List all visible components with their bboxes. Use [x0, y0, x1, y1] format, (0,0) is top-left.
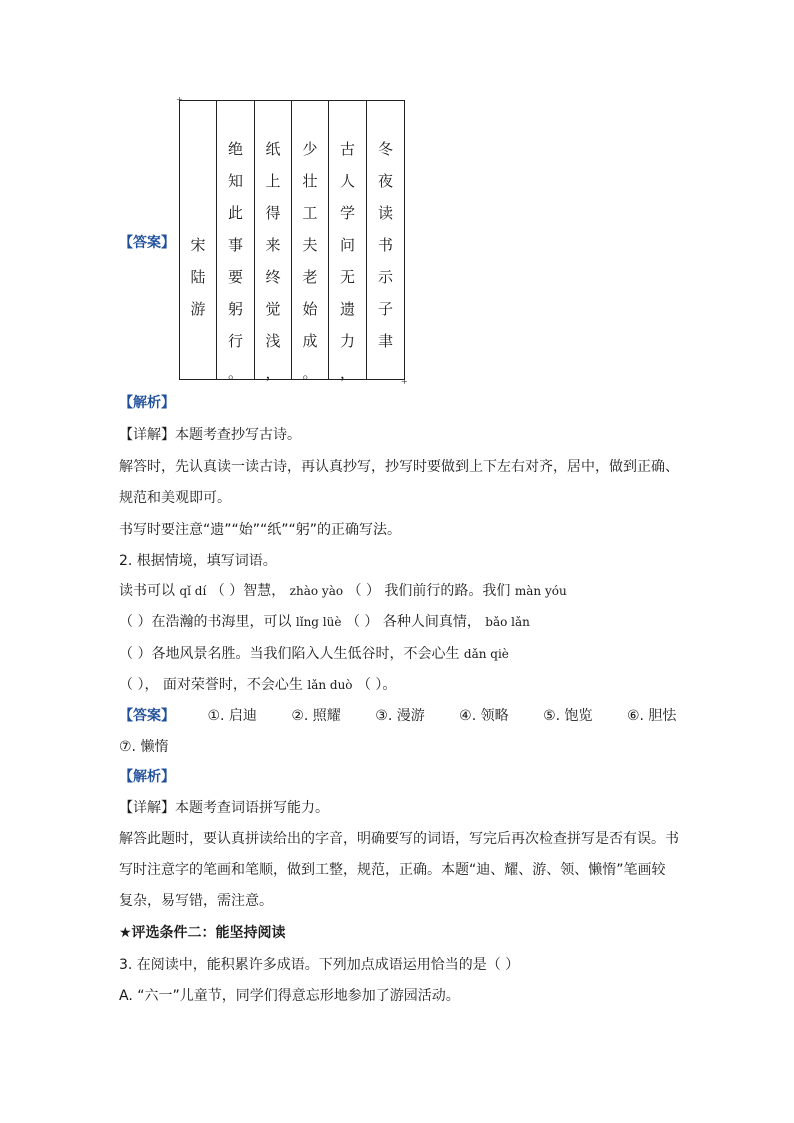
poem-char: 遗 — [339, 300, 355, 318]
poem-column-text — [217, 133, 254, 389]
pinyin: zhào yào — [289, 584, 344, 598]
explain-line: 复杂，易写错，需注意。 — [119, 893, 273, 909]
poem-char: 游 — [190, 300, 206, 318]
poem-char: 终 — [265, 268, 281, 286]
poem-char: 聿 — [377, 332, 393, 350]
text: （ ） 我们前行的路。我们 — [347, 583, 511, 599]
poem-column-text — [255, 133, 291, 389]
poem-char: 浅 — [265, 332, 281, 350]
text: （ ）在浩瀚的书海里，可以 — [119, 614, 292, 630]
poem-char: 夜 — [377, 172, 393, 190]
poem-column-text — [329, 133, 366, 389]
poem-char: 书 — [377, 236, 393, 254]
poem-column — [217, 101, 255, 382]
poem-char: 古 — [339, 140, 355, 158]
text: 读书可以 — [119, 583, 175, 599]
text: （ ）智慧， — [210, 583, 286, 599]
poem-char: ， — [339, 364, 355, 382]
poem-char: 躬 — [227, 300, 243, 318]
corner-mark: + — [401, 377, 408, 386]
pinyin: dǎn qiè — [463, 647, 509, 661]
poem-char: 陆 — [190, 268, 206, 286]
poem-char: 老 — [302, 268, 318, 286]
text: （ ）。 — [356, 677, 397, 693]
poem-char: 上 — [265, 172, 281, 190]
text: （ ）， 面对荣誉时，不会心生 — [119, 677, 303, 693]
pinyin: lǎn duò — [307, 678, 353, 692]
poem-char: 纸 — [265, 140, 281, 158]
poem-column-title — [367, 101, 404, 379]
question-title: 2. 根据情境，填写词语。 — [119, 553, 277, 569]
poem-char: 人 — [339, 172, 355, 190]
question-title: 3. 在阅读中，能积累许多成语。下列加点成语运用恰当的是（ ） — [119, 957, 520, 973]
poem-column-text — [180, 229, 216, 325]
answer-item: ⑤. 饱览 — [543, 708, 593, 724]
section-title: ★评选条件二：能坚持阅读 — [119, 925, 286, 941]
poem-char: 绝 — [227, 140, 243, 158]
answer-item: ⑥. 胆怯 — [626, 708, 677, 724]
analysis-label: 【解析】 — [119, 769, 175, 785]
poem-char: 始 — [302, 300, 318, 318]
poem-char: 少 — [302, 140, 318, 158]
poem-column — [255, 101, 292, 382]
explain-line: 写时注意字的笔画和笔顺，做到工整，规范，正确。本题“迪、耀、游、领、懒惰”笔画较 — [119, 862, 666, 878]
answer-label: 【答案】 — [119, 708, 175, 724]
poem-char: 读 — [377, 204, 393, 222]
option-a: A. “六一”儿童节，同学们得意忘形地参加了游园活动。 — [119, 988, 460, 1004]
poem-char: ， — [265, 364, 281, 382]
poem-char: 来 — [265, 236, 281, 254]
pinyin: màn yóu — [514, 584, 567, 598]
poem-column — [329, 101, 367, 382]
analysis-label: 【解析】 — [119, 395, 175, 411]
poem-char: 工 — [302, 204, 318, 222]
poem-char: 得 — [265, 204, 281, 222]
pinyin: qǐ dí — [179, 584, 207, 598]
poem-char: 冬 — [377, 140, 393, 158]
poem-char: 子 — [377, 300, 393, 318]
poem-table — [179, 100, 405, 380]
poem-char: 事 — [227, 236, 243, 254]
answer-item: ⑦. 懒惰 — [119, 739, 169, 755]
poem-char: 。 — [227, 364, 243, 382]
poem-column-author — [180, 101, 217, 379]
detail-line: 【详解】本题考查抄写古诗。 — [119, 427, 301, 443]
poem-char: 壮 — [302, 172, 318, 190]
poem-char: 示 — [377, 268, 393, 286]
text: （ ）各地风景名胜。当我们陷入人生低谷时，不会心生 — [119, 646, 460, 662]
question-line — [119, 675, 396, 695]
detail-line: 【详解】本题考查词语拼写能力。 — [119, 800, 329, 816]
pinyin: lǐng lüè — [295, 615, 342, 629]
poem-char: 知 — [227, 172, 243, 190]
poem-char: 觉 — [265, 300, 281, 318]
poem-column-text — [292, 133, 328, 389]
poem-char: 。 — [302, 364, 318, 382]
answer-item: ④. 领略 — [459, 708, 509, 724]
explain-line: 规范和美观即可。 — [119, 490, 231, 506]
poem-column — [292, 101, 329, 382]
answer-item: ③. 漫游 — [375, 708, 425, 724]
poem-char: 行 — [227, 332, 243, 350]
text: （ ） 各种人间真情， — [345, 614, 481, 630]
poem-char: 宋 — [190, 236, 206, 254]
answer-item: ①. 启迪 — [207, 708, 257, 724]
answer-label: 【答案】 — [119, 235, 175, 251]
poem-char: 力 — [339, 332, 355, 350]
poem-char: 无 — [339, 268, 355, 286]
poem-char: 要 — [227, 268, 243, 286]
pinyin: bǎo lǎn — [485, 615, 530, 629]
question-line — [119, 612, 530, 632]
explain-line: 解答时，先认真读一读古诗，再认真抄写，抄写时要做到上下左右对齐，居中，做到正确、 — [119, 459, 679, 475]
poem-char: 学 — [339, 204, 355, 222]
corner-mark: + — [176, 95, 183, 104]
question-line — [119, 644, 509, 664]
explain-line: 书写时要注意“遗”“始”“纸”“躬”的正确写法。 — [119, 522, 402, 538]
answer-item: ②. 照耀 — [291, 708, 341, 724]
question-line — [119, 581, 567, 601]
poem-char: 成 — [302, 332, 318, 350]
explain-line: 解答此题时，要认真拼读给出的字音，明确要写的词语，写完后再次检查拼写是否有误。书 — [119, 831, 679, 847]
poem-char: 夫 — [302, 236, 318, 254]
poem-char: 此 — [227, 204, 243, 222]
answer-line — [119, 706, 676, 726]
poem-char: 问 — [339, 236, 355, 254]
poem-column-text — [367, 133, 404, 357]
